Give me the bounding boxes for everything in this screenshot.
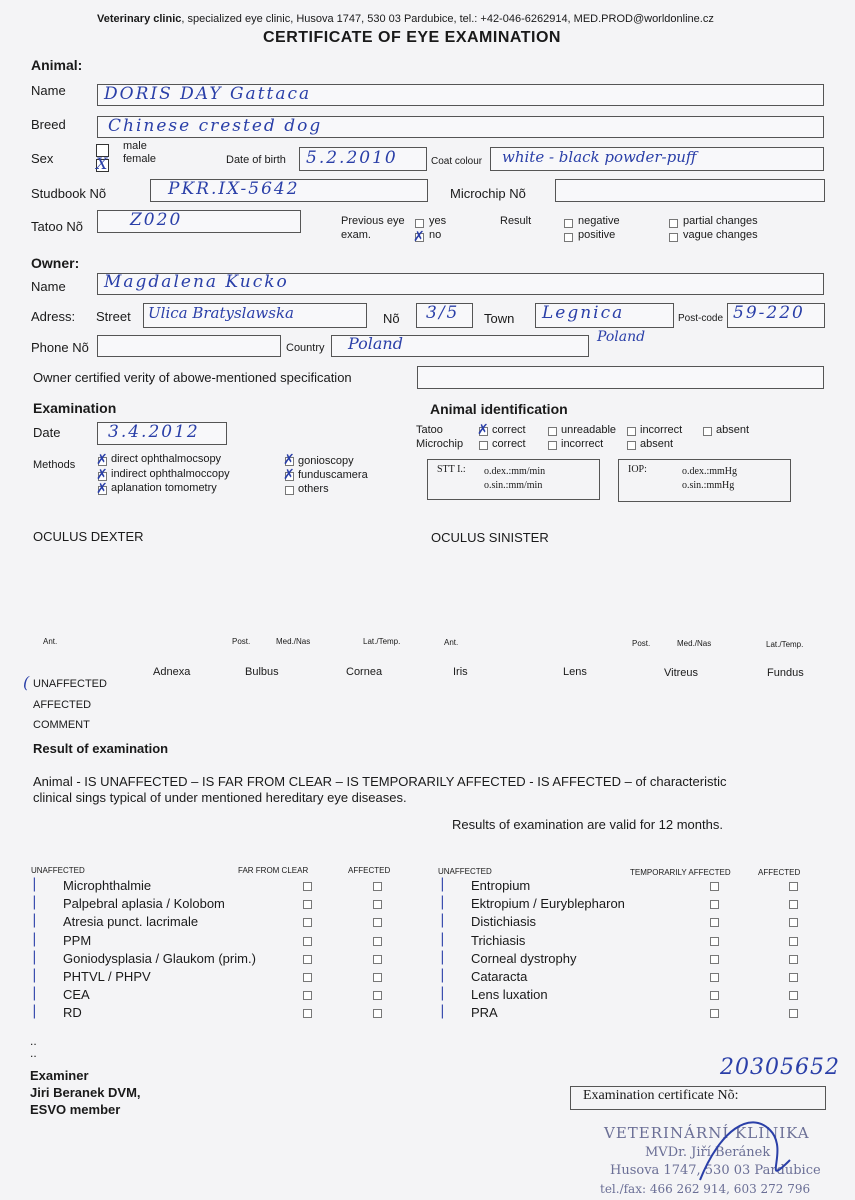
left-disease-label: Microphthalmie xyxy=(63,878,152,893)
result-label: Result xyxy=(500,215,532,227)
tatoo-value: Z020 xyxy=(130,210,183,230)
right-temp-checkbox[interactable] xyxy=(710,882,719,891)
stt-label: STT I.: xyxy=(437,464,466,475)
result-vague-label: vague changes xyxy=(683,229,758,241)
right-disease-label: Lens luxation xyxy=(471,987,548,1002)
signature-mark xyxy=(690,1100,800,1200)
left-far-checkbox[interactable] xyxy=(303,991,312,1000)
left-header-unaffected: UNAFFECTED xyxy=(31,866,85,875)
chip-correct-checkbox[interactable] xyxy=(479,441,488,450)
result-section-heading: Result of examination xyxy=(33,741,169,756)
method-direct-mark: ✗ xyxy=(96,451,108,467)
stamp-line-1: VETERINÁRNÍ KLINIKA xyxy=(604,1124,810,1142)
examiner-esvo: ESVO member xyxy=(30,1102,121,1117)
left-affected-checkbox[interactable] xyxy=(373,918,382,927)
chip-absent-label: absent xyxy=(640,438,674,450)
tatoo-incorrect-checkbox[interactable] xyxy=(627,427,636,436)
method-gonio-mark: ✗ xyxy=(283,451,295,467)
left-unaffected-mark: | xyxy=(32,894,37,910)
cert-no-value: 20305652 xyxy=(720,1055,840,1080)
stt-sin: o.sin.:mm/min xyxy=(484,480,543,491)
sex-female-label: female xyxy=(123,153,157,165)
oculus-dexter-label: OCULUS DEXTER xyxy=(33,529,144,544)
col-vitreus: Vitreus xyxy=(664,667,699,679)
col-iris: Iris xyxy=(453,666,468,678)
result-partial-label: partial changes xyxy=(683,215,758,227)
examiner-label: Examiner xyxy=(30,1068,89,1083)
town-label: Town xyxy=(484,311,515,326)
method-others-checkbox[interactable] xyxy=(285,486,294,495)
sinister-post-label: Post. xyxy=(632,639,651,648)
left-far-checkbox[interactable] xyxy=(303,900,312,909)
right-affected-checkbox[interactable] xyxy=(789,955,798,964)
house-no-value: 3/5 xyxy=(426,303,460,323)
microchip-field[interactable] xyxy=(555,179,825,202)
tatoo-label: Tatoo Nõ xyxy=(31,219,84,234)
col-fundus: Fundus xyxy=(767,667,804,679)
row-comment: COMMENT xyxy=(33,719,90,731)
dots-mark: .. xyxy=(30,1034,37,1048)
left-disease-label: Palpebral aplasia / Kolobom xyxy=(63,896,225,911)
method-fundus-label: funduscamera xyxy=(298,469,368,481)
coat-value: white - black powder-puff xyxy=(502,148,697,166)
prev-yes-checkbox[interactable] xyxy=(415,219,424,228)
country-value: Poland xyxy=(348,334,403,353)
row-unaffected: UNAFFECTED xyxy=(33,678,107,690)
right-unaffected-mark: | xyxy=(440,876,445,892)
prev-yes-label: yes xyxy=(429,215,447,227)
result-positive-checkbox[interactable] xyxy=(564,233,573,242)
country-extra-value: Poland xyxy=(597,329,646,345)
right-temp-checkbox[interactable] xyxy=(710,955,719,964)
left-affected-checkbox[interactable] xyxy=(373,900,382,909)
right-disease-label: Distichiasis xyxy=(471,914,537,929)
result-valid-text: Results of examination are valid for 12 months. xyxy=(452,817,723,832)
iop-dex: o.dex.:mmHg xyxy=(682,466,737,477)
country-label: Country xyxy=(286,342,325,354)
left-affected-checkbox[interactable] xyxy=(373,882,382,891)
breed-value: Chinese crested dog xyxy=(108,116,323,136)
oculus-sinister-label: OCULUS SINISTER xyxy=(431,530,549,545)
left-header-affected: AFFECTED xyxy=(348,866,391,875)
right-unaffected-mark: | xyxy=(440,912,445,928)
method-aplan-label: aplanation tomometry xyxy=(111,482,217,494)
animal-name-value: DORIS DAY Gattaca xyxy=(104,84,312,104)
dob-label: Date of birth xyxy=(226,154,286,166)
owner-certified-label: Owner certified verity of abowe-mentioned specification xyxy=(33,370,352,385)
left-affected-checkbox[interactable] xyxy=(373,991,382,1000)
exam-date-value: 3.4.2012 xyxy=(108,422,200,442)
method-indirect-mark: ✗ xyxy=(96,466,108,482)
right-temp-checkbox[interactable] xyxy=(710,937,719,946)
method-indirect-label: indirect ophthalmoccopy xyxy=(111,468,230,480)
dexter-lattemp-label: Lat./Temp. xyxy=(363,637,401,646)
col-adnexa: Adnexa xyxy=(153,666,191,678)
dexter-ant-label: Ant. xyxy=(43,637,58,646)
stamp-line-2: MVDr. Jiří Beránek xyxy=(645,1145,771,1160)
postcode-label: Post-code xyxy=(678,313,724,324)
left-unaffected-mark: | xyxy=(32,949,37,965)
left-affected-checkbox[interactable] xyxy=(373,937,382,946)
method-others-label: others xyxy=(298,483,329,495)
method-gonio-label: gonioscopy xyxy=(298,455,354,467)
result-text-line-2: clinical sings typical of under mentioned hereditary eye diseases. xyxy=(33,790,407,805)
right-unaffected-mark: | xyxy=(440,985,445,1001)
chip-absent-checkbox[interactable] xyxy=(627,441,636,450)
col-bulbus: Bulbus xyxy=(245,666,279,678)
right-affected-checkbox[interactable] xyxy=(789,937,798,946)
right-unaffected-mark: | xyxy=(440,1003,445,1019)
unaffected-mark: ( xyxy=(23,673,30,692)
page-title: CERTIFICATE OF EYE EXAMINATION xyxy=(263,29,561,46)
prev-exam-label-1: Previous eye xyxy=(341,215,405,227)
animal-section-heading: Animal: xyxy=(31,57,83,73)
sex-female-mark: X xyxy=(96,154,108,173)
tatoo-unreadable-checkbox[interactable] xyxy=(548,427,557,436)
coat-label: Coat colour xyxy=(431,156,483,167)
result-vague-checkbox[interactable] xyxy=(669,233,678,242)
row-affected: AFFECTED xyxy=(33,699,92,711)
iop-sin: o.sin.:mmHg xyxy=(682,480,735,491)
left-far-checkbox[interactable] xyxy=(303,937,312,946)
left-unaffected-mark: | xyxy=(32,912,37,928)
prev-no-mark: ✗ xyxy=(413,228,425,244)
right-disease-label: Corneal dystrophy xyxy=(471,951,577,966)
prev-exam-label-2: exam. xyxy=(341,229,371,241)
col-cornea: Cornea xyxy=(346,666,383,678)
stamp-line-3: Husova 1747, 530 03 Pardubice xyxy=(610,1163,821,1178)
right-disease-label: PRA xyxy=(471,1005,498,1020)
right-disease-label: Entropium xyxy=(471,878,531,893)
left-affected-checkbox[interactable] xyxy=(373,973,382,982)
sinister-lattemp-label: Lat./Temp. xyxy=(766,640,804,649)
right-unaffected-mark: | xyxy=(440,931,445,947)
tatoo-correct-mark: ✗ xyxy=(477,421,489,437)
right-disease-label: Cataracta xyxy=(471,969,528,984)
right-affected-checkbox[interactable] xyxy=(789,973,798,982)
town-value: Legnica xyxy=(542,303,625,323)
cert-no-label: Examination certificate Nõ: xyxy=(583,1088,739,1103)
right-affected-checkbox[interactable] xyxy=(789,1009,798,1018)
left-unaffected-mark: | xyxy=(32,1003,37,1019)
tatoo-absent-label: absent xyxy=(716,424,750,436)
owner-name-label: Name xyxy=(31,279,66,294)
methods-label: Methods xyxy=(33,459,76,471)
left-disease-label: RD xyxy=(63,1005,82,1020)
right-header-affected: AFFECTED xyxy=(758,868,801,877)
left-unaffected-mark: | xyxy=(32,967,37,983)
dexter-mednas-label: Med./Nas xyxy=(276,637,311,646)
left-disease-label: Atresia punct. lacrimale xyxy=(63,914,199,929)
result-negative-label: negative xyxy=(578,215,620,227)
left-disease-label: PPM xyxy=(63,933,92,948)
method-direct-label: direct ophthalmocsopy xyxy=(111,453,222,465)
left-header-far: FAR FROM CLEAR xyxy=(238,866,309,875)
examination-section-heading: Examination xyxy=(33,400,117,416)
left-far-checkbox[interactable] xyxy=(303,918,312,927)
tatoo-unreadable-label: unreadable xyxy=(561,424,617,436)
sex-male-label: male xyxy=(123,140,147,152)
result-partial-checkbox[interactable] xyxy=(669,219,678,228)
examiner-name: Jiri Beranek DVM, xyxy=(30,1085,141,1100)
address-label: Adress: xyxy=(31,309,76,324)
right-temp-checkbox[interactable] xyxy=(710,973,719,982)
prev-no-label: no xyxy=(429,229,442,241)
dob-value: 5.2.2010 xyxy=(306,148,398,168)
sinister-mednas-label: Med./Nas xyxy=(677,639,712,648)
left-disease-label: CEA xyxy=(63,987,90,1002)
right-temp-checkbox[interactable] xyxy=(710,918,719,927)
street-label: Street xyxy=(96,309,131,324)
right-temp-checkbox[interactable] xyxy=(710,991,719,1000)
id-microchip-label: Microchip xyxy=(416,438,464,450)
postcode-value: 59-220 xyxy=(733,303,805,323)
right-header-temp: TEMPORARILY AFFECTED xyxy=(630,868,731,877)
exam-date-label: Date xyxy=(33,425,61,440)
right-temp-checkbox[interactable] xyxy=(710,1009,719,1018)
right-unaffected-mark: | xyxy=(440,967,445,983)
result-negative-checkbox[interactable] xyxy=(564,219,573,228)
right-affected-checkbox[interactable] xyxy=(789,882,798,891)
right-affected-checkbox[interactable] xyxy=(789,991,798,1000)
phone-field[interactable] xyxy=(97,335,281,357)
left-far-checkbox[interactable] xyxy=(303,973,312,982)
tatoo-correct-label: correct xyxy=(492,424,526,436)
result-positive-label: positive xyxy=(578,229,616,241)
left-far-checkbox[interactable] xyxy=(303,882,312,891)
left-unaffected-mark: | xyxy=(32,931,37,947)
identification-section-heading: Animal identification xyxy=(430,401,568,417)
left-far-checkbox[interactable] xyxy=(303,955,312,964)
owner-certified-field[interactable] xyxy=(417,366,824,389)
left-far-checkbox[interactable] xyxy=(303,1009,312,1018)
right-affected-checkbox[interactable] xyxy=(789,918,798,927)
studbook-value: PKR.IX-5642 xyxy=(168,179,300,199)
right-disease-label: Trichiasis xyxy=(471,933,526,948)
left-unaffected-mark: | xyxy=(32,985,37,1001)
dexter-post-label: Post. xyxy=(232,637,251,646)
col-lens: Lens xyxy=(563,666,587,678)
owner-name-value: Magdalena Kucko xyxy=(104,272,289,292)
right-temp-checkbox[interactable] xyxy=(710,900,719,909)
clinic-header: Veterinary clinic, specialized eye clinic, Husova 1747, 530 03 Pardubice, tel.: +42-046-6262914, MED.PROD@worldonline.cz xyxy=(97,13,714,25)
sex-label: Sex xyxy=(31,151,54,166)
stt-dex: o.dex.:mm/min xyxy=(484,466,546,477)
right-unaffected-mark: | xyxy=(440,949,445,965)
tatoo-absent-checkbox[interactable] xyxy=(703,427,712,436)
studbook-label: Studbook Nõ xyxy=(31,186,107,201)
animal-name-label: Name xyxy=(31,83,66,98)
id-tatoo-label: Tatoo xyxy=(416,424,443,436)
chip-incorrect-label: incorrect xyxy=(561,438,604,450)
left-disease-label: Goniodysplasia / Glaukom (prim.) xyxy=(63,951,256,966)
tatoo-incorrect-label: incorrect xyxy=(640,424,683,436)
method-aplan-mark: ✗ xyxy=(96,480,108,496)
left-affected-checkbox[interactable] xyxy=(373,1009,382,1018)
breed-label: Breed xyxy=(31,117,66,132)
tatoo-field[interactable] xyxy=(97,210,301,233)
sinister-ant-label: Ant. xyxy=(444,638,459,647)
owner-section-heading: Owner: xyxy=(31,255,80,271)
phone-label: Phone Nõ xyxy=(31,340,89,355)
dots-mark-2: .. xyxy=(30,1046,37,1060)
microchip-label: Microchip Nõ xyxy=(450,186,526,201)
right-affected-checkbox[interactable] xyxy=(789,900,798,909)
right-unaffected-mark: | xyxy=(440,894,445,910)
right-header-unaffected: UNAFFECTED xyxy=(438,867,492,876)
chip-incorrect-checkbox[interactable] xyxy=(548,441,557,450)
left-disease-label: PHTVL / PHPV xyxy=(63,969,151,984)
result-text-line-1: Animal - IS UNAFFECTED – IS FAR FROM CLEAR – IS TEMPORARILY AFFECTED - IS AFFECTED – of characteristic xyxy=(33,774,727,789)
right-disease-label: Ektropium / Euryblepharon xyxy=(471,896,625,911)
street-value: Ulica Bratyslawska xyxy=(148,304,294,322)
left-unaffected-mark: | xyxy=(32,876,37,892)
house-no-label: Nõ xyxy=(383,311,400,326)
stamp-line-4: tel./fax: 466 262 914, 603 272 796 xyxy=(600,1182,811,1196)
chip-correct-label: correct xyxy=(492,438,526,450)
iop-label: IOP: xyxy=(628,464,647,475)
left-affected-checkbox[interactable] xyxy=(373,955,382,964)
method-fundus-mark: ✗ xyxy=(283,466,295,482)
